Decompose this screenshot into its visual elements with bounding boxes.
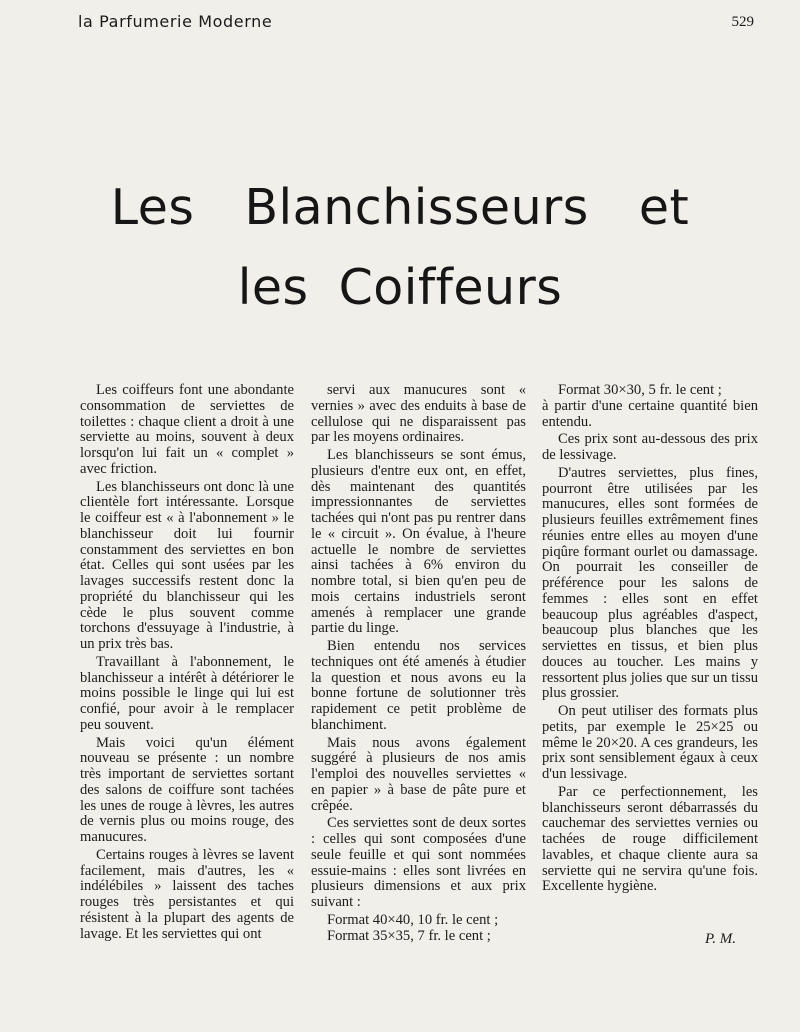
article-title (0, 168, 800, 328)
price-format-line: Format 35×35, 7 fr. le cent ; (327, 927, 491, 944)
paragraph: Bien entendu nos services techniques ont été amenés à étudier la question et nous avons eu la bonne fortune de solutionner très rapidement ce petit problème de blanchiment. (311, 638, 526, 733)
price-format-line: Format 30×30, 5 fr. le cent ; (558, 382, 722, 398)
paragraph: Mais voici qu'un élément nouveau se présente : un nombre très important de serviettes sortant des salons de coiffure sont tachées les unes de rouge à lèvres, les autres de vernis plus ou moins rouge, des manucures. (80, 734, 294, 845)
paragraph: Par ce perfectionnement, les blanchisseurs seront débarrassés du cauchemar des serviettes vernies ou tachées de rouge difficilement lavables, et chaque cliente aura sa serviette qui ne servira qu'une fois. Excellente hygiène. (542, 783, 758, 895)
text-column-2 (311, 383, 526, 944)
article-title-line-1: Les Blanchisseurs et (110, 179, 690, 236)
paragraph: Ces prix sont au-dessous des prix de lessivage. (542, 431, 758, 463)
paragraph: Travaillant à l'abonnement, le blanchisseur a intérêt à détériorer le moins possible le linge qui lui est confié, pour avoir à le remplacer peu souvent. (80, 653, 294, 733)
text-column-3 (542, 383, 758, 897)
paragraph: On peut utiliser des formats plus petits, par exemple le 25×25 ou même le 20×20. A ces grandeurs, les prix sont sensiblement égaux à ceux d'un lessivage. (542, 703, 758, 782)
paragraph: Mais nous avons également suggéré à plusieurs de nos amis l'emploi des nouvelles serviettes « en papier » à base de pâte pure et crêpée. (311, 734, 526, 814)
paragraph: Ces serviettes sont de deux sortes : celles qui sont composées d'une seule feuille et qui sont nommées essuie-mains : elles sont livrées en plusieurs dimensions et aux prix suivant : (311, 815, 526, 910)
journal-title: la Parfumerie Moderne (78, 12, 273, 31)
paragraph: Les blanchisseurs ont donc là une clientèle fort intéressante. Lorsque le coiffeur est « à l'abonnement » le blanchisseur doit lui fournir constamment des serviettes en bon état. Celles qui sont usées par les lavages successifs restent donc la propriété du blanchisseur qui les cède le plus souvent comme torchons d'essuyage à l'industrie, à un prix très bas. (80, 478, 294, 652)
article-title-line-2: les Coiffeurs (237, 259, 563, 316)
page-number: 529 (731, 14, 754, 30)
paragraph: servi aux manucures sont « vernies » avec des enduits à base de cellulose qui ne disparaissent pas par les moyens ordinaires. (311, 382, 526, 446)
text-column-1 (80, 383, 294, 944)
paragraph: Les blanchisseurs se sont émus, plusieurs d'entre eux ont, en effet, dès maintenant des quantités impressionnantes de serviettes tachées qui n'ont pas pu rentrer dans le « circuit ». On évalue, à l'heure actuelle le nombre de serviettes ainsi tachées à 6% environ du nombre total, si bien qu'en peu de mois certains industriels seront amenés à remplacer une grande partie du linge. (311, 447, 526, 637)
paragraph: Les coiffeurs font une abondante consommation de serviettes de toilettes : chaque client a droit à une serviette au moins, souvent à deux lorsqu'on lui fait un « complet » avec friction. (80, 382, 294, 477)
paragraph: à partir d'une certaine quantité bien entendu. (542, 397, 758, 430)
paragraph: Certains rouges à lèvres se lavent facilement, mais d'autres, les « indélébiles » laissent des taches rouges très persistantes et qui résistent à la plupart des agents de lavage. Et les serviettes qui ont (80, 846, 294, 942)
price-format-line: Format 40×40, 10 fr. le cent ; (327, 911, 499, 928)
author-signature: P. M. (705, 931, 736, 947)
paragraph: D'autres serviettes, plus fines, pourront être utilisées par les manucures, elles sont formées de plusieurs feuilles extrêmement fines réunies entre elles au moyen d'une piqûre formant ourlet ou damassage. On pourrait les conseiller de préférence pour les salons de femmes : elles sont en effet beaucoup plus agréables d'aspect, beaucoup plus blanches que les serviettes en tissus, et bien plus douces au toucher. Les mains y ressortent plus jolies que sur un tissu plus grossier. (542, 464, 758, 702)
